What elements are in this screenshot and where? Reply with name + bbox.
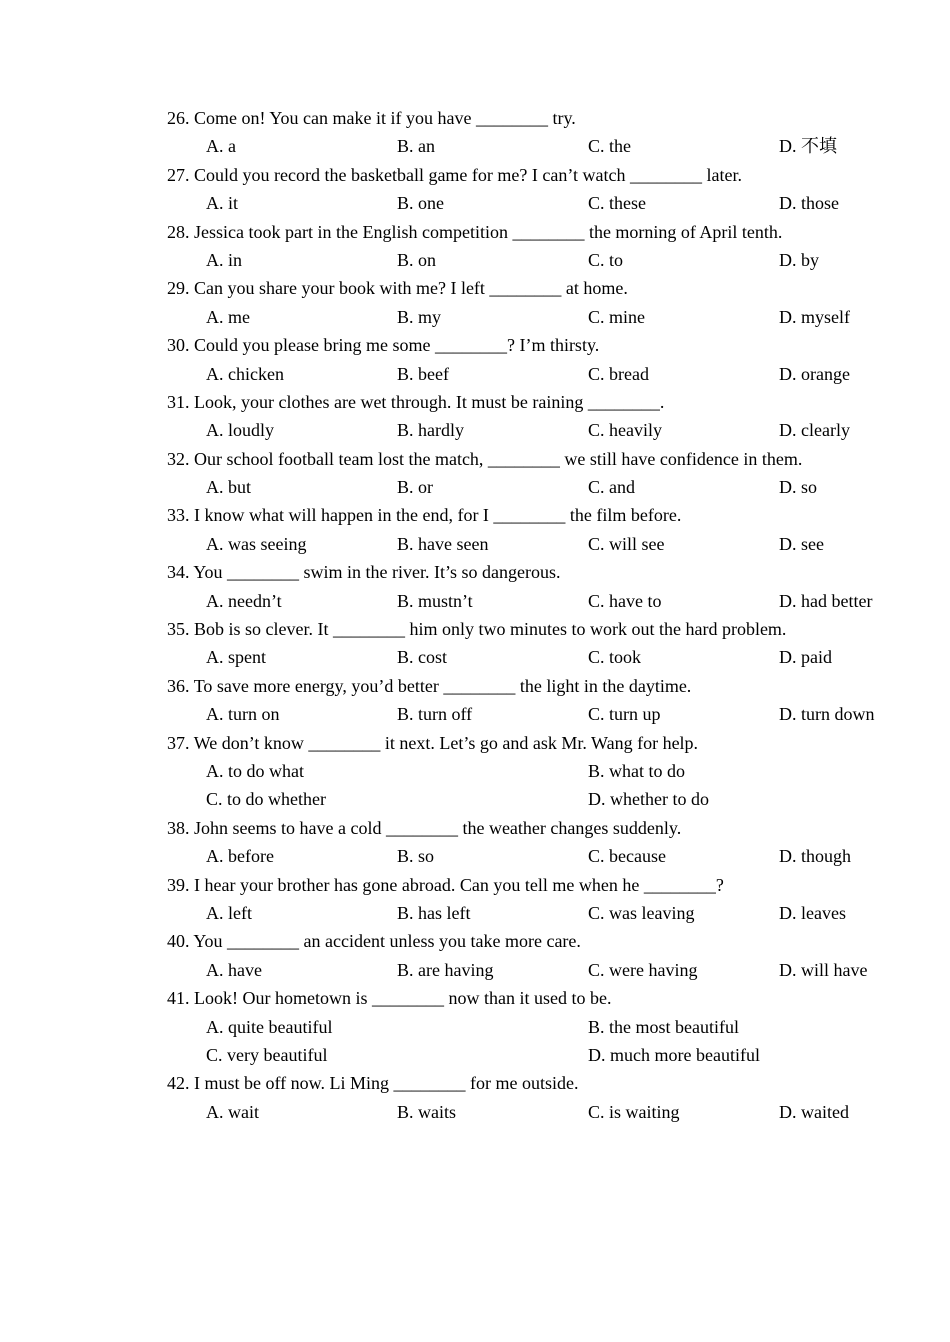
option-d: D. those <box>779 193 839 214</box>
question-number: 40. <box>167 931 190 952</box>
options-row <box>0 757 950 785</box>
question-stem <box>0 161 950 189</box>
question-number: 39. <box>167 874 190 895</box>
question-text: John seems to have a cold ________ the weather changes suddenly. <box>194 817 682 838</box>
option-b: B. one <box>397 193 444 214</box>
option-d: D. leaves <box>779 902 846 923</box>
question-text: Could you please bring me some ________? I’m thirsty. <box>194 335 600 356</box>
question-stem <box>0 388 950 416</box>
question-stem <box>0 615 950 643</box>
option-c: C. was leaving <box>588 902 695 923</box>
question-item <box>0 445 950 502</box>
question-text: You ________ an accident unless you take more care. <box>193 931 581 952</box>
question-item <box>0 501 950 558</box>
option-d: D. turn down <box>779 704 875 725</box>
option-c: C. heavily <box>588 420 662 441</box>
option-c: C. mine <box>588 306 645 327</box>
options-row <box>0 303 950 331</box>
question-text: I know what will happen in the end, for I ________ the film before. <box>194 505 682 526</box>
option-c: C. took <box>588 647 642 668</box>
options-row <box>0 785 950 813</box>
question-item <box>0 218 950 275</box>
question-item <box>0 927 950 984</box>
question-stem <box>0 331 950 359</box>
option-a: A. in <box>206 249 242 270</box>
question-text: Look! Our hometown is ________ now than it used to be. <box>194 988 612 1009</box>
option-a: A. left <box>206 902 252 923</box>
options-row <box>0 956 950 984</box>
question-item <box>0 104 950 161</box>
option-d: D. had better <box>779 590 873 611</box>
options-row <box>0 1013 950 1041</box>
option-a: A. spent <box>206 647 266 668</box>
option-d: D. 不填 <box>779 136 837 157</box>
question-item <box>0 388 950 445</box>
option-b: B. so <box>397 846 435 867</box>
question-text: Look, your clothes are wet through. It must be raining ________. <box>194 391 665 412</box>
option-b: B. mustn’t <box>397 590 473 611</box>
question-number: 37. <box>167 732 190 753</box>
option-a: A. to do what <box>206 760 304 781</box>
question-item <box>0 814 950 871</box>
question-text: Our school football team lost the match, ________ we still have confidence in them. <box>194 448 803 469</box>
question-text: Come on! You can make it if you have ________ try. <box>194 108 576 128</box>
question-text: You ________ swim in the river. It’s so dangerous. <box>193 562 561 583</box>
option-d: D. much more beautiful <box>588 1044 760 1065</box>
question-number: 30. <box>167 335 190 356</box>
option-b: B. an <box>397 136 435 157</box>
question-number: 29. <box>167 278 190 299</box>
question-number: 33. <box>167 505 190 526</box>
option-d: D. see <box>779 533 824 554</box>
options-row <box>0 899 950 927</box>
option-d: D. waited <box>779 1101 849 1122</box>
question-number: 26. <box>167 108 190 128</box>
option-c: C. because <box>588 846 666 867</box>
options-row <box>0 1098 950 1126</box>
option-a: A. quite beautiful <box>206 1016 333 1037</box>
question-stem <box>0 672 950 700</box>
option-b: B. are having <box>397 959 494 980</box>
options-row <box>0 842 950 870</box>
option-c: C. the <box>588 136 631 157</box>
question-text: Can you share your book with me? I left ________ at home. <box>194 278 628 299</box>
option-a: A. was seeing <box>206 533 307 554</box>
question-item <box>0 558 950 615</box>
options-row <box>0 132 950 160</box>
option-c: C. and <box>588 477 635 498</box>
option-d: D. orange <box>779 363 850 384</box>
option-a: A. wait <box>206 1101 259 1122</box>
option-a: A. have <box>206 959 262 980</box>
option-d: D. paid <box>779 647 832 668</box>
option-b: B. or <box>397 477 433 498</box>
options-row <box>0 1041 950 1069</box>
question-text: We don’t know ________ it next. Let’s go and ask Mr. Wang for help. <box>193 732 699 753</box>
question-stem <box>0 729 950 757</box>
option-d: D. so <box>779 477 818 498</box>
question-stem <box>0 984 950 1012</box>
options-row <box>0 189 950 217</box>
option-c: C. will see <box>588 533 665 554</box>
question-item <box>0 274 950 331</box>
option-d: D. myself <box>779 306 850 327</box>
question-number: 34. <box>167 562 190 583</box>
option-c: C. to <box>588 249 624 270</box>
question-item <box>0 1069 950 1126</box>
option-b: B. my <box>397 306 442 327</box>
option-d: D. will have <box>779 959 868 980</box>
question-item <box>0 871 950 928</box>
question-stem <box>0 814 950 842</box>
option-b: B. hardly <box>397 420 464 441</box>
option-c: C. very beautiful <box>206 1044 328 1065</box>
question-stem <box>0 927 950 955</box>
option-a: A. loudly <box>206 420 275 441</box>
question-stem <box>0 1069 950 1097</box>
question-number: 28. <box>167 221 190 242</box>
question-text: Jessica took part in the English competition ________ the morning of April tenth. <box>194 221 783 242</box>
option-a: A. it <box>206 193 239 214</box>
question-item <box>0 161 950 218</box>
question-text: Could you record the basketball game for me? I can’t watch ________ later. <box>194 164 742 185</box>
option-c: C. these <box>588 193 646 214</box>
question-number: 32. <box>167 448 190 469</box>
question-number: 31. <box>167 391 190 412</box>
question-stem <box>0 501 950 529</box>
option-b: B. cost <box>397 647 448 668</box>
question-stem <box>0 218 950 246</box>
option-c: C. is waiting <box>588 1101 680 1122</box>
option-a: A. a <box>206 136 236 157</box>
options-row <box>0 360 950 388</box>
option-a: A. turn on <box>206 704 280 725</box>
option-c: C. turn up <box>588 704 661 725</box>
question-number: 35. <box>167 619 190 640</box>
question-stem <box>0 558 950 586</box>
options-row <box>0 587 950 615</box>
option-b: B. on <box>397 249 437 270</box>
options-row <box>0 416 950 444</box>
question-item <box>0 615 950 672</box>
options-row <box>0 643 950 671</box>
option-c: C. bread <box>588 363 649 384</box>
option-b: B. has left <box>397 902 471 923</box>
option-a: A. me <box>206 306 250 327</box>
question-stem <box>0 445 950 473</box>
option-a: A. needn’t <box>206 590 282 611</box>
question-number: 38. <box>167 817 190 838</box>
exercise-sheet <box>0 104 950 1126</box>
option-b: B. what to do <box>588 760 685 781</box>
option-a: A. chicken <box>206 363 284 384</box>
option-c: C. have to <box>588 590 662 611</box>
option-d: D. clearly <box>779 420 850 441</box>
question-stem <box>0 104 950 132</box>
option-d: D. whether to do <box>588 789 709 810</box>
question-text: Bob is so clever. It ________ him only two minutes to work out the hard problem. <box>194 619 787 640</box>
option-b: B. beef <box>397 363 449 384</box>
options-row <box>0 530 950 558</box>
option-c: C. to do whether <box>206 789 326 810</box>
question-number: 41. <box>167 988 190 1009</box>
question-item <box>0 331 950 388</box>
option-a: A. before <box>206 846 274 867</box>
question-text: To save more energy, you’d better ________ the light in the daytime. <box>193 675 692 696</box>
question-number: 27. <box>167 164 190 185</box>
option-b: B. the most beautiful <box>588 1016 739 1037</box>
option-d: D. though <box>779 846 851 867</box>
question-stem <box>0 871 950 899</box>
question-number: 42. <box>167 1073 190 1094</box>
question-text: I hear your brother has gone abroad. Can you tell me when he ________? <box>194 874 724 895</box>
option-a: A. but <box>206 477 251 498</box>
option-b: B. turn off <box>397 704 473 725</box>
question-text: I must be off now. Li Ming ________ for me outside. <box>194 1073 579 1094</box>
option-d: D. by <box>779 249 819 270</box>
options-row <box>0 473 950 501</box>
question-item <box>0 729 950 814</box>
options-row <box>0 700 950 728</box>
question-stem <box>0 274 950 302</box>
option-b: B. have seen <box>397 533 489 554</box>
options-row <box>0 246 950 274</box>
question-item <box>0 984 950 1069</box>
option-c: C. were having <box>588 959 698 980</box>
question-item <box>0 672 950 729</box>
option-b: B. waits <box>397 1101 457 1122</box>
question-number: 36. <box>167 675 190 696</box>
